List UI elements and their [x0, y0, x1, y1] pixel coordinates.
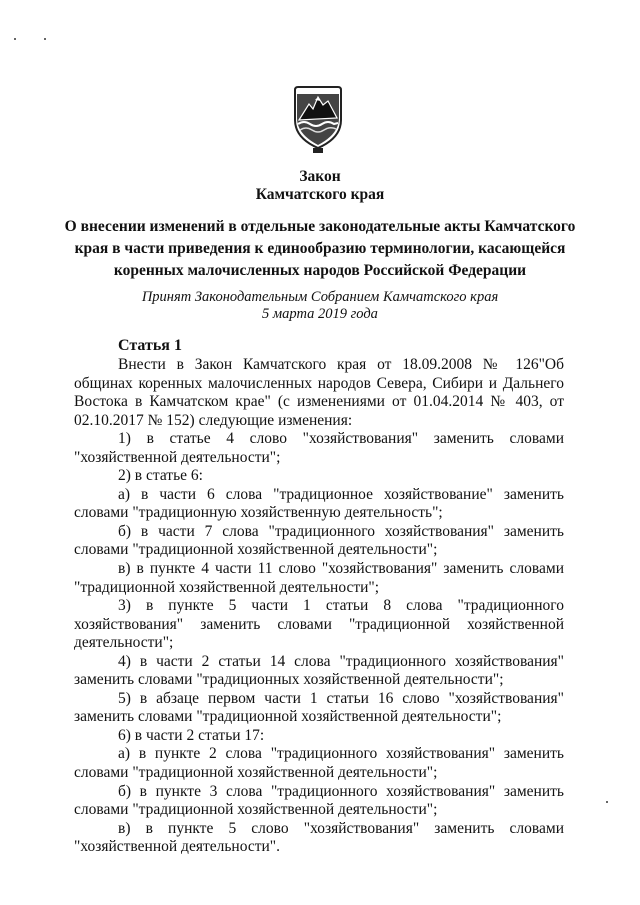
article-paragraph: Внести в Закон Камчатского края от 18.09.2008 № 126"Об общинах коренных малочисленных народов Севера, Сибири и Дальнего Востока в Камчатском крае" (с изменениями от 01.04.2014 № 403, от 02.10.2017 № 152) следующие изменения:: [74, 356, 564, 429]
law-title-line1: Закон: [299, 168, 341, 185]
article-paragraph: а) в пункте 2 слова "традиционного хозяйствования" заменить словами "традиционной хозяйственной деятельности";: [74, 745, 564, 782]
law-heading-line1: О внесении изменений в отдельные законодательные акты Камчатского: [64, 218, 576, 235]
law-heading: [0, 216, 640, 282]
law-heading-line3: коренных малочисленных народов Российской Федерации: [113, 262, 527, 279]
article-paragraph: в) в пункте 5 слово "хозяйствования" заменить словами "хозяйственной деятельности".: [74, 819, 564, 856]
law-heading-line2: края в части приведения к единообразию терминологии, касающейся: [74, 240, 566, 257]
article-paragraph: в) в пункте 4 части 11 слово "хозяйствования" заменить словами "традиционной хозяйственной деятельности";: [74, 560, 564, 596]
article-paragraph: 6) в части 2 статьи 17:: [118, 726, 265, 744]
article-paragraph: 4) в части 2 статьи 14 слова "традиционного хозяйствования" заменить словами "традиционных хозяйственной деятельности";: [74, 652, 564, 689]
law-title-line2: Камчатского края: [255, 186, 385, 203]
article-paragraph: б) в части 7 слова "традиционного хозяйствования" заменить словами "традиционной хозяйственной деятельности";: [74, 522, 564, 559]
adoption-date: 5 марта 2019 года: [262, 306, 378, 322]
article-body: [74, 356, 564, 857]
article-paragraph: 3) в пункте 5 части 1 статьи 8 слова "традиционного хозяйствования" заменить словами "традиционной хозяйственной деятельности";: [74, 597, 564, 652]
scan-speck: [44, 38, 46, 40]
article-paragraph: а) в части 6 слова "традиционное хозяйствование" заменить словами "традиционную хозяйственную деятельность";: [74, 485, 564, 522]
scan-speck: [14, 38, 16, 40]
article-paragraph: 1) в статье 4 слово "хозяйствования" заменить словами "хозяйственной деятельности";: [74, 430, 564, 466]
article-title: Статья 1: [118, 337, 182, 354]
law-title: [0, 168, 640, 204]
adoption-note: [0, 289, 640, 323]
adoption-note-line1: Принят Законодательным Собранием Камчатского края: [141, 289, 499, 305]
kamchatka-coat-of-arms-icon: [290, 84, 346, 154]
scan-speck: [606, 801, 608, 803]
article-paragraph: 2) в статье 6:: [118, 467, 203, 485]
article-paragraph: б) в пункте 3 слова "традиционного хозяйствования" заменить словами "традиционной хозяйственной деятельности";: [74, 782, 564, 819]
article-paragraph: 5) в абзаце первом части 1 статьи 16 слово "хозяйствования" заменить словами "традиционной хозяйственной деятельности";: [74, 689, 564, 726]
